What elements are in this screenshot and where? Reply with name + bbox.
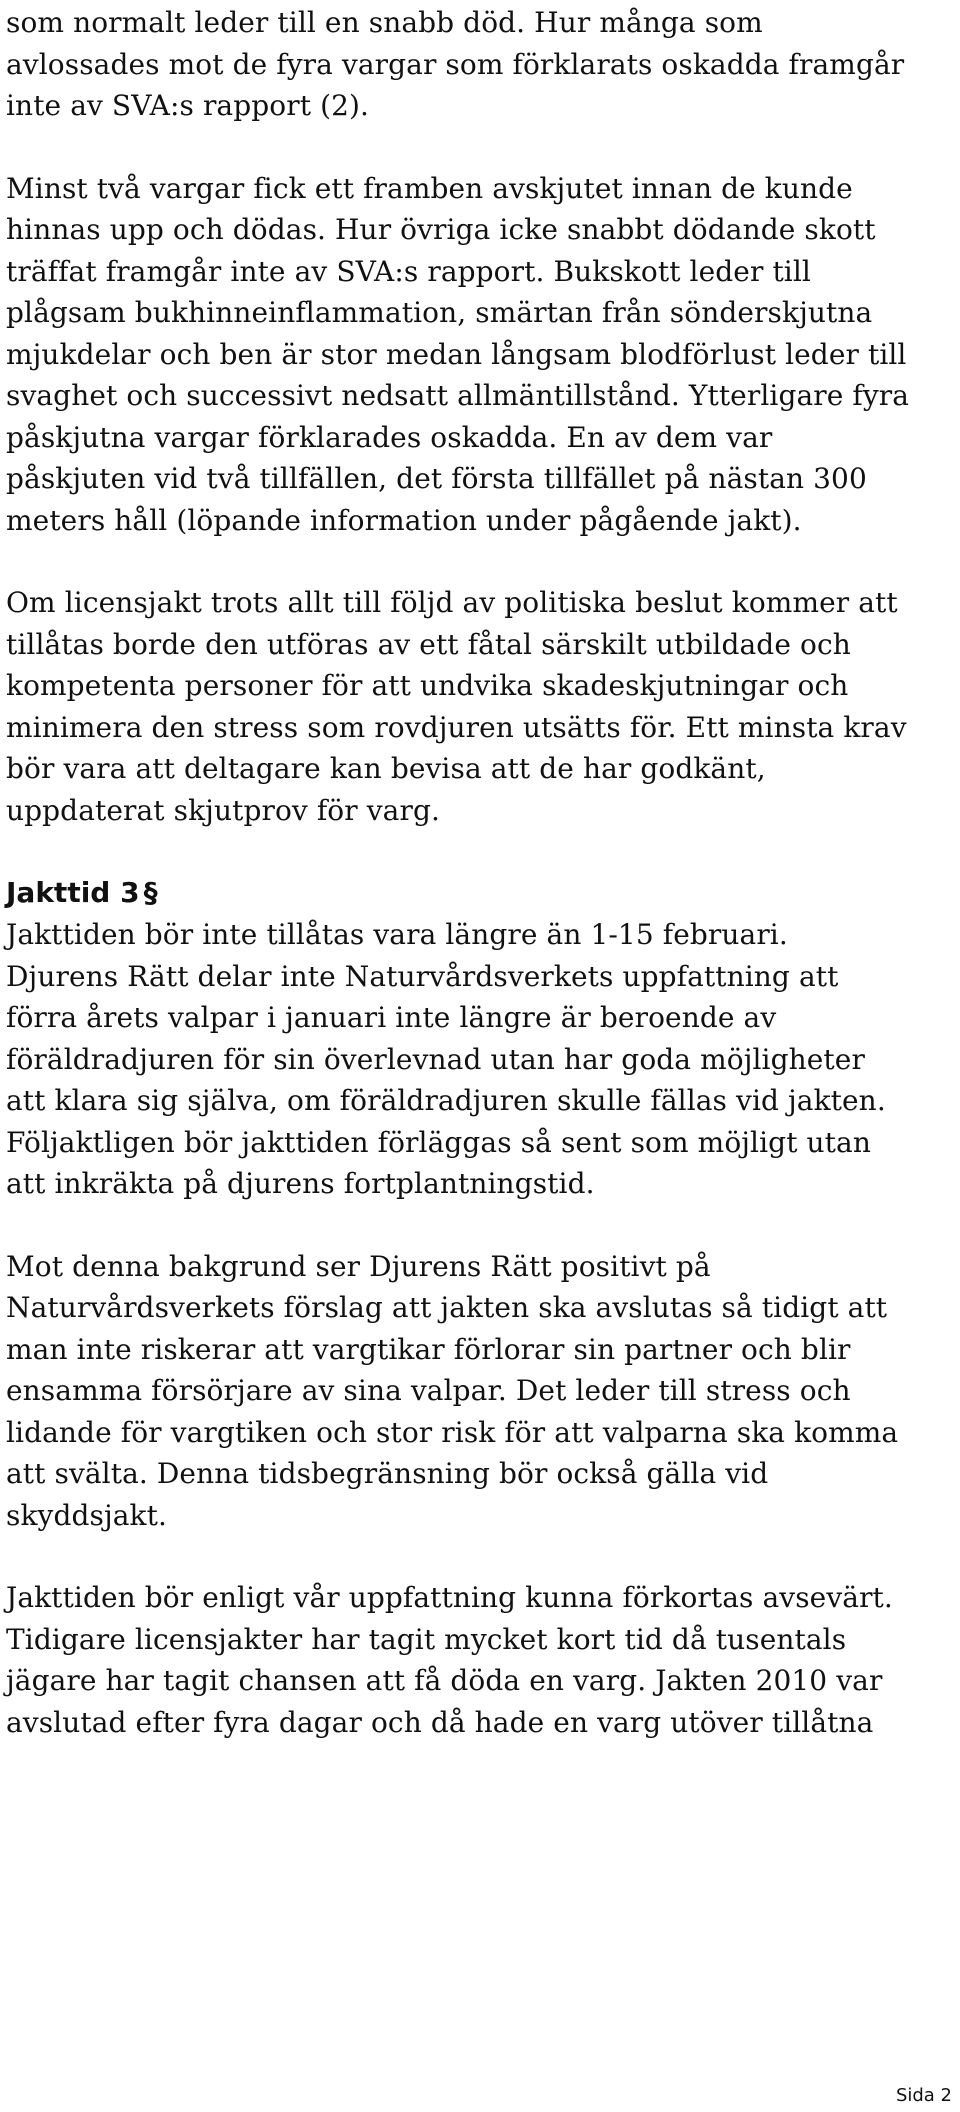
text-line: Djurens Rätt delar inte Naturvårdsverkets uppfattning att bbox=[6, 959, 839, 993]
document-body bbox=[6, 2, 950, 1743]
text-line: att svälta. Denna tidsbegränsning bör också gälla vid bbox=[6, 1457, 769, 1490]
text-line: lidande för vargtiken och stor risk för att valparna ska komma bbox=[6, 1415, 899, 1449]
text-line: träffat framgår inte av SVA:s rapport. Bukskott leder till bbox=[6, 254, 811, 288]
heading-text: Jakttid 3 bbox=[6, 876, 140, 909]
text-line: påskjutna vargar förklarades oskadda. En av dem var bbox=[6, 420, 773, 454]
text-line: hinnas upp och dödas. Hur övriga icke snabbt dödande skott bbox=[6, 213, 876, 246]
paragraph-spacer bbox=[6, 1536, 950, 1577]
text-line: Tidigare licensjakter har tagit mycket kort tid då tusentals bbox=[6, 1622, 847, 1656]
text-line: ensamma försörjare av sina valpar. Det leder till stress och bbox=[6, 1374, 851, 1407]
text-line: meters håll (löpande information under pågående jakt). bbox=[6, 503, 802, 537]
section-heading bbox=[6, 872, 950, 914]
text-line: uppdaterat skjutprov för varg. bbox=[6, 793, 440, 827]
text-line: Minst två vargar fick ett framben avskjutet innan de kunde bbox=[6, 171, 853, 205]
paragraph-spacer bbox=[6, 127, 950, 168]
text-line: svaghet och successivt nedsatt allmäntillstånd. Ytterligare fyra bbox=[6, 379, 910, 412]
paragraph-spacer bbox=[6, 1205, 950, 1246]
paragraph-4 bbox=[6, 914, 950, 1205]
paragraph-6 bbox=[6, 1577, 950, 1743]
text-line: avslutad efter fyra dagar och då hade en varg utöver tillåtna bbox=[6, 1705, 874, 1739]
paragraph-1 bbox=[6, 2, 950, 127]
text-line: plågsam bukhinneinflammation, smärtan från sönderskjutna bbox=[6, 296, 873, 329]
paragraph-3 bbox=[6, 582, 950, 831]
text-line: föräldradjuren för sin överlevnad utan har goda möjligheter bbox=[6, 1042, 865, 1076]
text-line: Naturvårdsverkets förslag att jakten ska avslutas så tidigt att bbox=[6, 1291, 888, 1324]
text-line: att inkräkta på djurens fortplantningstid. bbox=[6, 1167, 595, 1200]
text-line: man inte riskerar att vargtikar förlorar sin partner och blir bbox=[6, 1332, 851, 1366]
text-line: som normalt leder till en snabb död. Hur många som bbox=[6, 6, 763, 39]
text-line: bör vara att deltagare kan bevisa att de har godkänt, bbox=[6, 752, 766, 785]
paragraph-spacer bbox=[6, 541, 950, 582]
text-line: kompetenta personer för att undvika skadeskjutningar och bbox=[6, 669, 849, 702]
text-line: inte av SVA:s rapport (2). bbox=[6, 89, 370, 122]
text-line: jägare har tagit chansen att få döda en varg. Jakten 2010 var bbox=[6, 1664, 883, 1697]
paragraph-5 bbox=[6, 1246, 950, 1537]
text-line: att klara sig själva, om föräldradjuren skulle fällas vid jakten. bbox=[6, 1084, 886, 1117]
text-line: Följaktligen bör jakttiden förläggas så sent som möjligt utan bbox=[6, 1125, 871, 1159]
text-line: Jakttiden bör enligt vår uppfattning kunna förkortas avsevärt. bbox=[6, 1581, 893, 1614]
paragraph-2 bbox=[6, 168, 950, 542]
text-line: Mot denna bakgrund ser Djurens Rätt positivt på bbox=[6, 1249, 711, 1283]
page-number: Sida 2 bbox=[895, 2085, 952, 2106]
text-line: påskjuten vid två tillfällen, det första tillfället på nästan 300 bbox=[6, 462, 867, 495]
text-line: minimera den stress som rovdjuren utsätts för. Ett minsta krav bbox=[6, 710, 907, 744]
paragraph-spacer bbox=[6, 831, 950, 872]
section-sign-icon: § bbox=[143, 876, 158, 909]
text-line: Jakttiden bör inte tillåtas vara längre än 1-15 februari. bbox=[6, 918, 788, 951]
text-line: skyddsjakt. bbox=[6, 1498, 167, 1532]
text-line: tillåtas borde den utföras av ett fåtal särskilt utbildade och bbox=[6, 627, 851, 661]
text-line: avlossades mot de fyra vargar som förklarats oskadda framgår bbox=[6, 47, 905, 81]
text-line: förra årets valpar i januari inte längre är beroende av bbox=[6, 1001, 777, 1034]
text-line: Om licensjakt trots allt till följd av politiska beslut kommer att bbox=[6, 586, 898, 619]
text-line: mjukdelar och ben är stor medan långsam blodförlust leder till bbox=[6, 337, 907, 371]
